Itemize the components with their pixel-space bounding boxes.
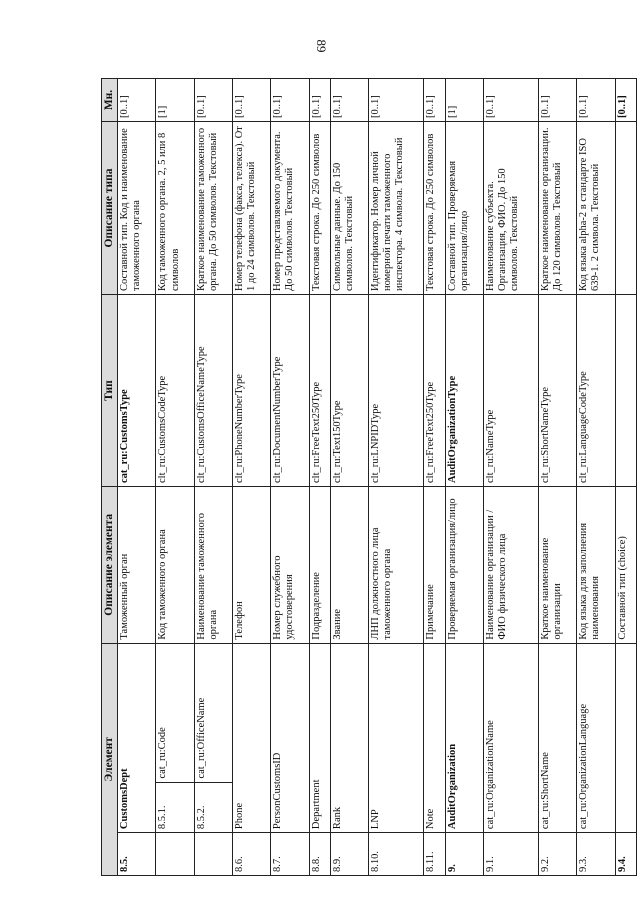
- row-type: clt_ru:ShortNameType: [539, 295, 577, 487]
- row-mult: [0..1]: [424, 79, 445, 122]
- table-row: [615, 79, 636, 876]
- row-number: 8.5.: [118, 833, 156, 876]
- header-type: Тип: [102, 295, 118, 487]
- row-element-desc: ЛНП должностного лица таможенного органа: [369, 487, 424, 644]
- row-element: cat_ru:OfficeName: [194, 643, 232, 782]
- row-element-desc: Код языка для заполнения наименования: [577, 487, 615, 644]
- row-element-desc: Наименование организации / ФИО физического лица: [483, 487, 538, 644]
- row-element-desc: Звание: [330, 487, 368, 644]
- row-element: CustomsDept: [118, 643, 156, 832]
- row-element-desc: Краткое наименование организации: [539, 487, 577, 644]
- row-number: 9.1.: [483, 833, 538, 876]
- row-mult: [0..1]: [271, 79, 309, 122]
- row-mult: [1]: [445, 79, 483, 122]
- row-type-desc: Текстовая строка. До 250 символов: [309, 121, 330, 294]
- row-mult: [0..1]: [577, 79, 615, 122]
- row-mult: [0..1]: [330, 79, 368, 122]
- row-type-desc: Идентификатор. Номер личной номерной печати таможенного инспектора. 4 символа. Текстовый: [369, 121, 424, 294]
- table-row: [539, 79, 577, 876]
- row-element: Department: [309, 643, 330, 832]
- header-element: Элемент: [102, 643, 118, 875]
- row-element-desc: Наименование таможенного органа: [194, 487, 232, 644]
- row-mult: [0..1]: [483, 79, 538, 122]
- row-subnumber: 8.5.2.: [194, 782, 232, 833]
- table-row: [118, 79, 156, 876]
- row-subnumber: 8.5.1.: [156, 782, 194, 833]
- row-element: Phone: [233, 643, 271, 832]
- header-mult: Мн.: [102, 79, 118, 122]
- row-type: AuditOrganizationType: [445, 295, 483, 487]
- row-type-desc: Символьные данные. До 150 символов. Текстовый: [330, 121, 368, 294]
- row-type-desc: Составной тип. Код и наименование таможенного органа: [118, 121, 156, 294]
- table-row: [330, 79, 368, 876]
- row-element: Rank: [330, 643, 368, 832]
- table-header-row: [102, 79, 118, 876]
- row-number: 8.6.: [233, 833, 271, 876]
- header-type-desc: Описание типа: [102, 121, 118, 294]
- header-element-desc: Описание элемента: [102, 487, 118, 644]
- table-row: [424, 79, 445, 876]
- row-mult: [0..1]: [194, 79, 232, 122]
- row-element: [615, 643, 636, 832]
- row-type-desc: Номер представляемого документа. До 50 символов. Текстовый: [271, 121, 309, 294]
- row-type-desc: Код языка alpha-2 в стандарте ISO 639-1. 2 символа. Текстовый: [577, 121, 615, 294]
- row-type-desc: Краткое наименование таможенного органа. До 50 символов. Текстовый: [194, 121, 232, 294]
- row-element: cat_ru:Code: [156, 643, 194, 782]
- row-element: LNP: [369, 643, 424, 832]
- table-row: [156, 79, 194, 876]
- row-number: 8.7.: [271, 833, 309, 876]
- row-type-desc: Краткое наименование организации. До 120 символов. Текстовый: [539, 121, 577, 294]
- table-row: [577, 79, 615, 876]
- row-element-desc: Подразделение: [309, 487, 330, 644]
- row-element-desc: Номер служебного удостоверения: [271, 487, 309, 644]
- row-type: clt_ru:FreeText250Type: [309, 295, 330, 487]
- indent-cell: [156, 833, 194, 876]
- row-type: clt_ru:LanguageCodeType: [577, 295, 615, 487]
- row-type: clt_ru:FreeText250Type: [424, 295, 445, 487]
- table-row: [369, 79, 424, 876]
- table-row: [194, 79, 232, 876]
- row-mult: [0..1]: [369, 79, 424, 122]
- row-number: 9.: [445, 833, 483, 876]
- row-type-desc: Составной тип. Проверяемая организация/лицо: [445, 121, 483, 294]
- table-row: [309, 79, 330, 876]
- row-element: cat_ru:ShortName: [539, 643, 577, 832]
- row-number: 9.4.: [615, 833, 636, 876]
- row-element: AuditOrganization: [445, 643, 483, 832]
- indent-cell: [194, 833, 232, 876]
- row-mult: [0..1]: [309, 79, 330, 122]
- row-type: clt_ru:CustomsCodeType: [156, 295, 194, 487]
- row-type: clt_ru:LNPIDType: [369, 295, 424, 487]
- row-element-desc: Примечание: [424, 487, 445, 644]
- row-number: 9.3.: [577, 833, 615, 876]
- row-element-desc: Таможенный орган: [118, 487, 156, 644]
- row-element-desc: Код таможенного органа: [156, 487, 194, 644]
- row-element-desc: Телефон: [233, 487, 271, 644]
- row-type: clt_ru:Text150Type: [330, 295, 368, 487]
- row-number: 8.8.: [309, 833, 330, 876]
- row-number: 8.11.: [424, 833, 445, 876]
- row-mult: [0..1]: [539, 79, 577, 122]
- row-mult: [0..1]: [118, 79, 156, 122]
- row-type-desc: Код таможенного органа. 2, 5 или 8 символов: [156, 121, 194, 294]
- table-row: [483, 79, 538, 876]
- row-element: Note: [424, 643, 445, 832]
- row-element-desc: Составной тип (choice): [615, 487, 636, 644]
- specification-table: [101, 78, 637, 876]
- page-number: 89: [314, 39, 329, 53]
- row-element: cat_ru:OrganizationLanguage: [577, 643, 615, 832]
- row-type-desc: Текстовая строка. До 250 символов: [424, 121, 445, 294]
- row-element: PersonCustomsID: [271, 643, 309, 832]
- row-type: clt_ru:DocumentNumberType: [271, 295, 309, 487]
- table-row: [233, 79, 271, 876]
- row-type-desc: Номер телефона (факса, телекса). От 1 до 24 символов. Текстовый: [233, 121, 271, 294]
- row-type-desc: [615, 121, 636, 294]
- row-type: [615, 295, 636, 487]
- row-mult: [0..1]: [233, 79, 271, 122]
- row-type: clt_ru:CustomsOfficeNameType: [194, 295, 232, 487]
- row-type: clt_ru:PhoneNumberType: [233, 295, 271, 487]
- table-row: [271, 79, 309, 876]
- row-type: clt_ru:NameType: [483, 295, 538, 487]
- row-element: cat_ru:OrganizationName: [483, 643, 538, 832]
- row-number: 8.10.: [369, 833, 424, 876]
- row-number: 8.9.: [330, 833, 368, 876]
- row-element-desc: Проверяемая организация/лицо: [445, 487, 483, 644]
- row-number: 9.2.: [539, 833, 577, 876]
- row-type: cat_ru:CustomsType: [118, 295, 156, 487]
- table-row: [445, 79, 483, 876]
- row-mult: [0..1]: [615, 79, 636, 122]
- row-type-desc: Наименование субъекта. Организация, ФИО. До 150 символов. Текстовый: [483, 121, 538, 294]
- row-mult: [1]: [156, 79, 194, 122]
